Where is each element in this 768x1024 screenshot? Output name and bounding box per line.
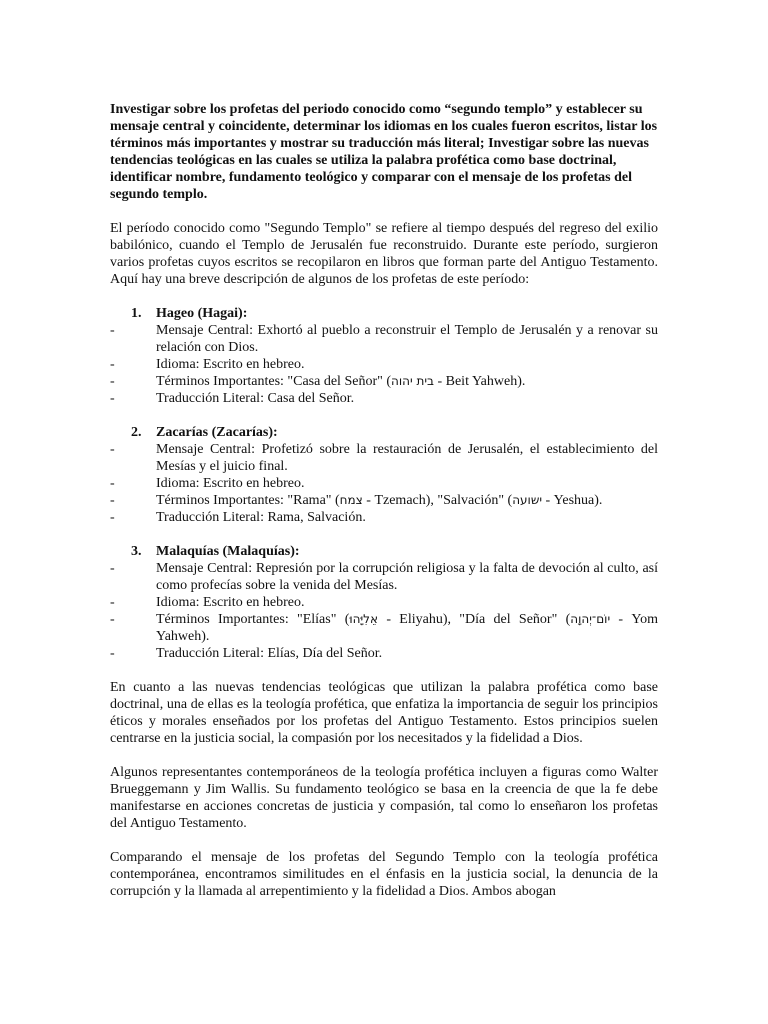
- prophet-name: Malaquías (Malaquías):: [156, 544, 300, 559]
- detail-mensaje: [110, 322, 658, 356]
- dash-bullet: -: [110, 646, 115, 661]
- dash-bullet: -: [110, 357, 115, 372]
- hebrew-term: בית יהוה: [391, 374, 434, 388]
- traduccion-text: Traducción Literal: Casa del Señor.: [156, 391, 355, 406]
- document-page: [110, 101, 658, 917]
- terminos-text: Términos Importantes: "Elías" (: [156, 612, 350, 627]
- terminos-text: - Eliyahu), "Día del Señor" (: [378, 612, 571, 627]
- detail-idioma: [110, 475, 658, 492]
- detail-terminos: [110, 373, 658, 390]
- assignment-heading: Investigar sobre los profetas del periodo conocido como “segundo templo” y establecer su mensaje central y coincidente, determinar los idiomas en los cuales fueron escritos, listar los términos más importantes y mostrar su traducción más literal; Investigar sobre las nuevas tendencias teológicas en las cuales se utiliza la palabra profética como base doctrinal, identificar nombre, fundamento teológico y comparar con el mensaje de los profetas del segundo templo.: [110, 102, 658, 202]
- dash-bullet: -: [110, 595, 115, 610]
- comparando-paragraph: Comparando el mensaje de los profetas del Segundo Templo con la teología profética contemporánea, encontramos similitudes en el énfasis en la justicia social, la denuncia de la corrupción y la llamada al arrepentimiento y la fidelidad a Dios. Ambos abogan: [110, 850, 658, 899]
- mensaje-text: Mensaje Central: Represión por la corrupción religiosa y la falta de devoción al culto, así como profecías sobre la venida del Mesías.: [156, 561, 658, 593]
- intro-paragraph: El período conocido como "Segundo Templo" se refiere al tiempo después del regreso del exilio babilónico, cuando el Templo de Jerusalén fue reconstruido. Durante este período, surgieron varios profetas cuyos escritos se recopilaron en libros que forman parte del Antiguo Testamento. Aquí hay una breve descripción de algunos de los profetas de este período:: [110, 221, 658, 287]
- prophet-name: Zacarías (Zacarías):: [156, 425, 278, 440]
- detail-terminos: [110, 492, 658, 509]
- tendencias-paragraph: En cuanto a las nuevas tendencias teológicas que utilizan la palabra profética como base doctrinal, una de ellas es la teología profética, que enfatiza la importancia de seguir los principios éticos y morales enseñados por los profetas del Antiguo Testamento. Estos principios suelen centrarse en la justicia social, la compasión por los necesitados y la fidelidad a Dios.: [110, 680, 658, 746]
- idioma-text: Idioma: Escrito en hebreo.: [156, 595, 305, 610]
- terminos-text: - Tzemach), "Salvación" (: [362, 493, 513, 508]
- dash-bullet: -: [110, 374, 115, 389]
- prophet-title: [110, 543, 658, 560]
- prophet-entry-zacarias: [110, 424, 658, 526]
- dash-bullet: -: [110, 391, 115, 406]
- terminos-text: - Yom Yahweh).: [156, 612, 658, 644]
- detail-terminos: [110, 611, 658, 645]
- dash-bullet: -: [110, 612, 115, 627]
- prophet-title: [110, 424, 658, 441]
- detail-mensaje: [110, 560, 658, 594]
- representantes-paragraph: Algunos representantes contemporáneos de la teología profética incluyen a figuras como Walter Brueggemann y Jim Wallis. Su fundamento teológico se basa en la creencia de que la fe debe manifestarse en acciones concretas de justicia y compasión, tal como lo enseñaron los profetas del Antiguo Testamento.: [110, 765, 658, 831]
- list-number: 1.: [131, 306, 142, 321]
- dash-bullet: -: [110, 561, 115, 576]
- prophet-entry-hageo: [110, 305, 658, 407]
- hebrew-term: צמח: [339, 493, 363, 507]
- dash-bullet: -: [110, 476, 115, 491]
- detail-traduccion: [110, 509, 658, 526]
- idioma-text: Idioma: Escrito en hebreo.: [156, 357, 305, 372]
- list-number: 3.: [131, 544, 142, 559]
- detail-traduccion: [110, 390, 658, 407]
- terminos-text: - Beit Yahweh).: [433, 374, 526, 389]
- hebrew-term: יוֹם־יְהוָה: [570, 612, 611, 626]
- dash-bullet: -: [110, 323, 115, 338]
- dash-bullet: -: [110, 493, 115, 508]
- mensaje-text: Mensaje Central: Profetizó sobre la restauración de Jerusalén, el establecimiento del Mesías y el juicio final.: [156, 442, 658, 474]
- detail-idioma: [110, 356, 658, 373]
- mensaje-text: Mensaje Central: Exhortó al pueblo a reconstruir el Templo de Jerusalén y a renovar su relación con Dios.: [156, 323, 658, 355]
- hebrew-term: ישועה: [512, 493, 543, 507]
- prophet-title: [110, 305, 658, 322]
- traduccion-text: Traducción Literal: Rama, Salvación.: [156, 510, 366, 525]
- traduccion-text: Traducción Literal: Elías, Día del Señor.: [156, 646, 383, 661]
- prophet-name: Hageo (Hagai):: [156, 306, 248, 321]
- idioma-text: Idioma: Escrito en hebreo.: [156, 476, 305, 491]
- prophet-entry-malaquias: [110, 543, 658, 662]
- detail-mensaje: [110, 441, 658, 475]
- terminos-text: Términos Importantes: "Rama" (: [156, 493, 340, 508]
- dash-bullet: -: [110, 442, 115, 457]
- terminos-text: Términos Importantes: "Casa del Señor" (: [156, 374, 391, 389]
- hebrew-term: אֵלִיָּהוּ: [349, 612, 379, 626]
- list-number: 2.: [131, 425, 142, 440]
- detail-idioma: [110, 594, 658, 611]
- terminos-text: - Yeshua).: [542, 493, 603, 508]
- detail-traduccion: [110, 645, 658, 662]
- dash-bullet: -: [110, 510, 115, 525]
